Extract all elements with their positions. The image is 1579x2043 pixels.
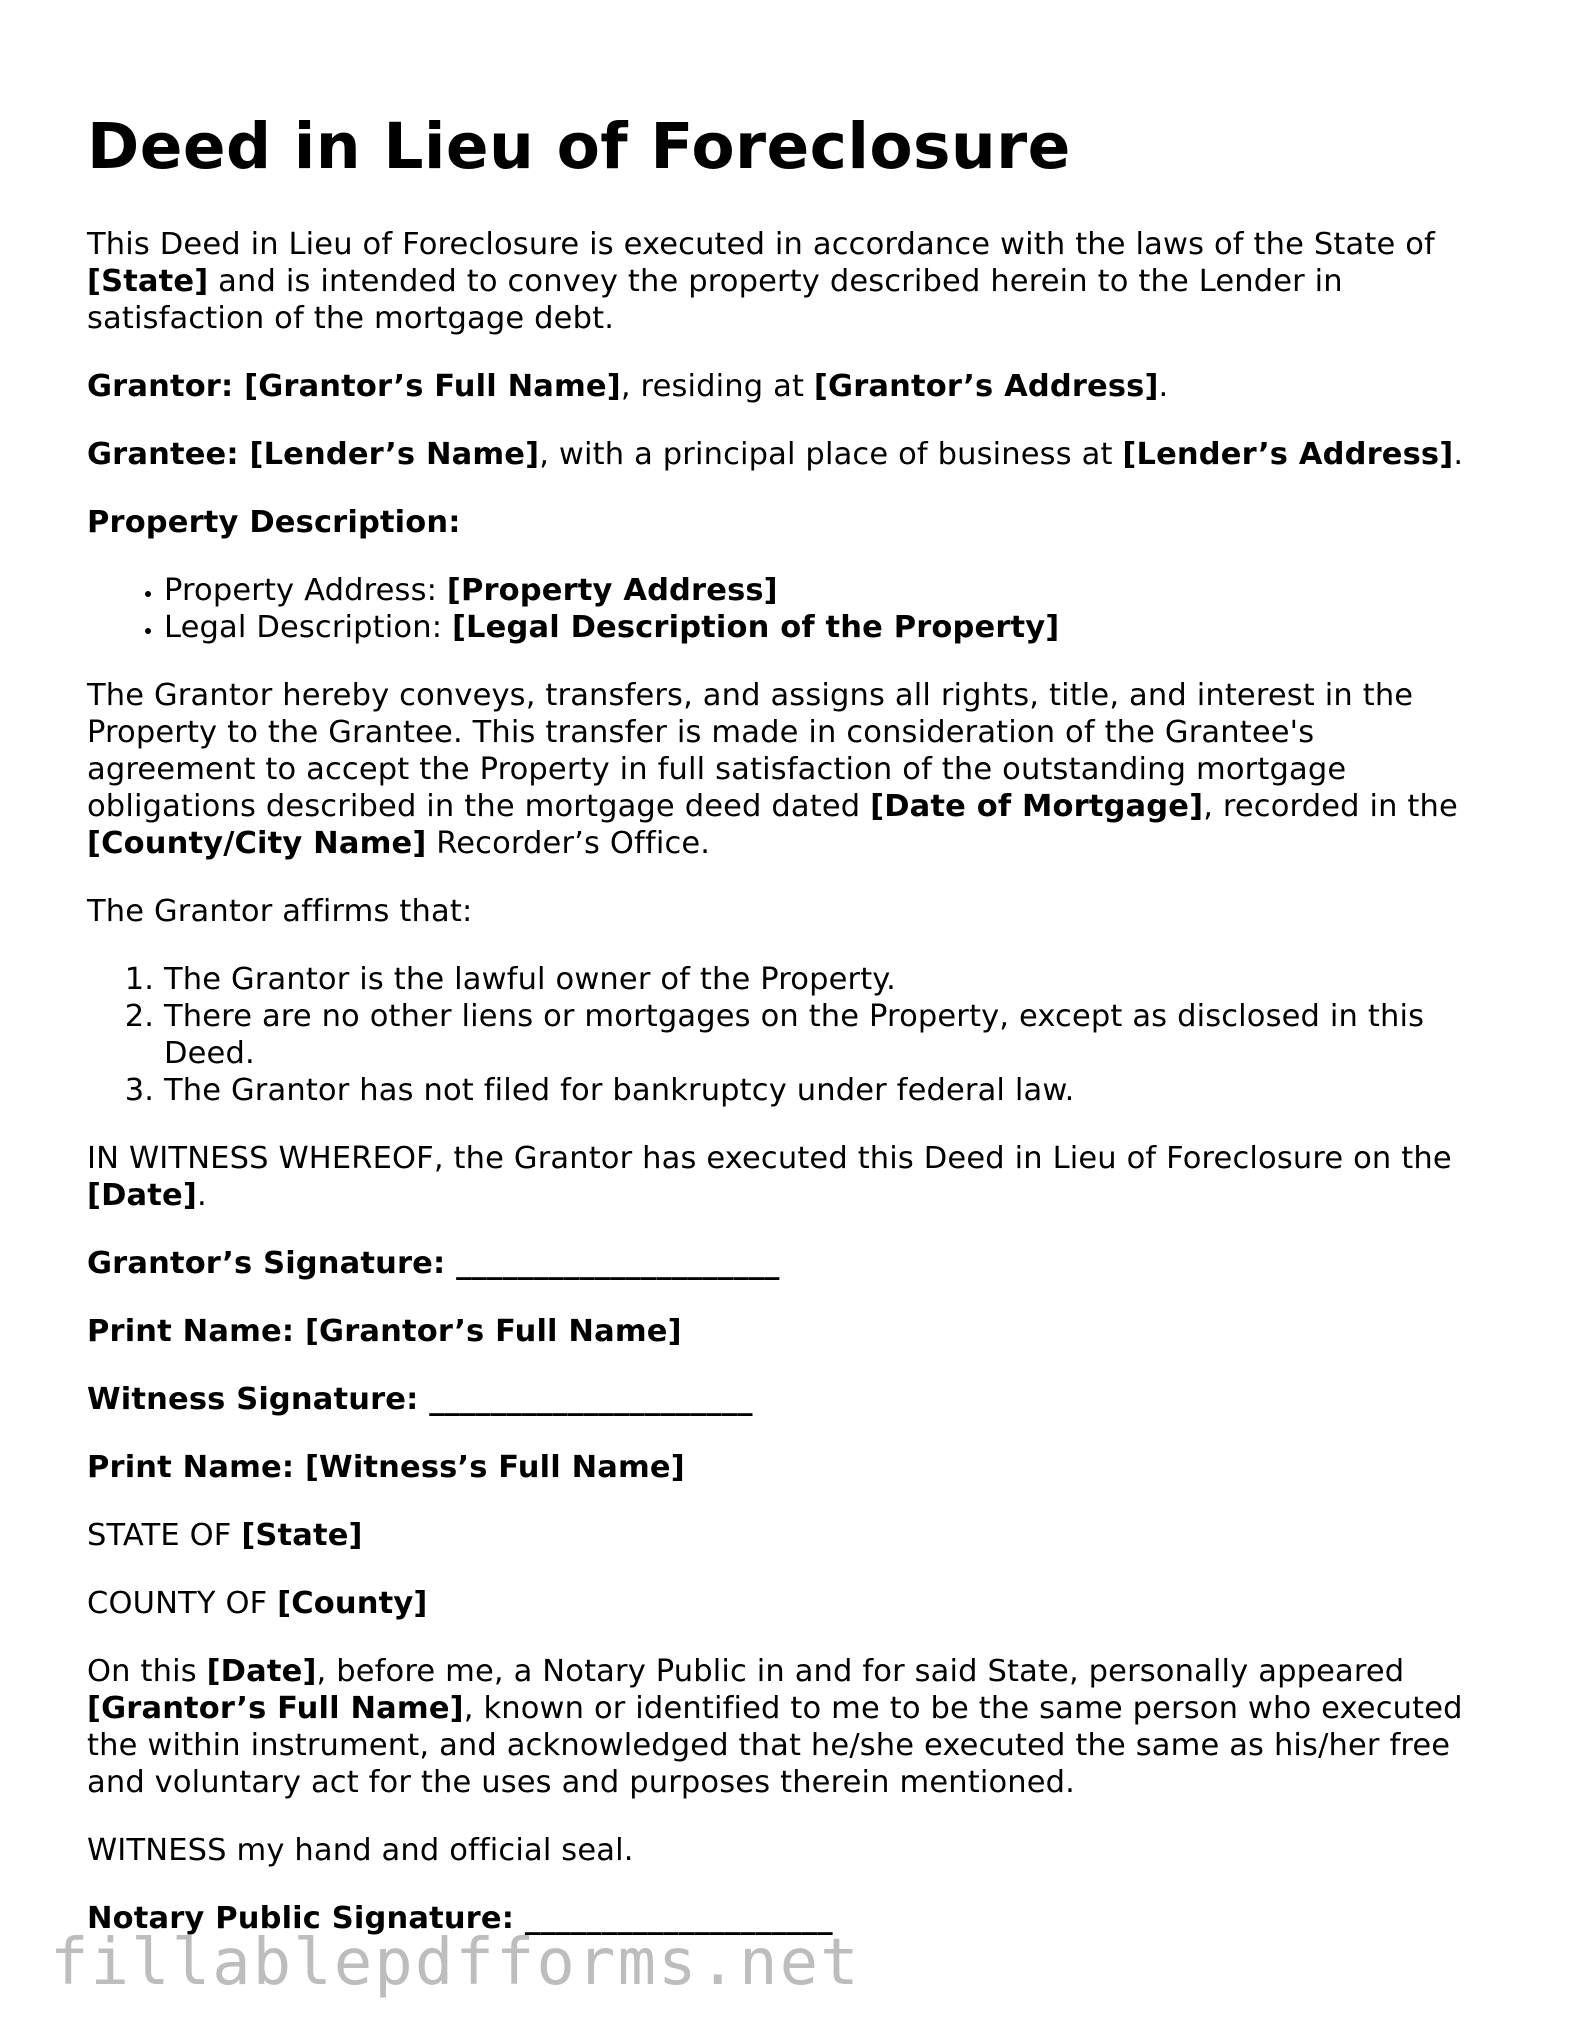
notary-state-label: STATE OF	[87, 1518, 242, 1553]
notary-signature-text: Notary Public Signature: ____________________	[87, 1901, 833, 1936]
notary-state-line	[87, 1517, 1487, 1554]
affirms-intro: The Grantor affirms that:	[87, 894, 473, 929]
grantor-mid-text: , residing at	[620, 369, 814, 404]
legal-description-label: Legal Description:	[164, 610, 452, 645]
ack-date-placeholder: [Date]	[206, 1654, 317, 1689]
legal-description-placeholder: [Legal Description of the Property]	[451, 610, 1060, 645]
list-item: 2. There are no other liens or mortgages on the Property, except as disclosed in this Deed.	[164, 998, 1487, 1072]
conveyance-text-3: Recorder’s Office.	[426, 826, 711, 861]
conveyance-text-2: , recorded in the	[1203, 789, 1458, 824]
list-item: 3. The Grantor has not filed for bankruptcy under federal law.	[164, 1072, 1487, 1109]
witness-clause	[87, 1140, 1487, 1214]
intro-paragraph	[87, 226, 1487, 337]
grantor-line	[87, 368, 1487, 405]
notary-state-placeholder: [State]	[241, 1518, 363, 1553]
property-heading-text: Property Description:	[87, 505, 461, 540]
grantee-end: .	[1453, 437, 1464, 472]
execution-date-placeholder: [Date]	[87, 1178, 197, 1213]
grantor-print-name	[87, 1313, 1487, 1350]
grantor-address-placeholder: [Grantor’s Address]	[813, 369, 1159, 404]
witness-clause-text: IN WITNESS WHEREOF, the Grantor has executed this Deed in Lieu of Foreclosure on the	[87, 1141, 1452, 1176]
grantee-line	[87, 436, 1487, 473]
notary-acknowledgment	[87, 1653, 1487, 1801]
notary-county-placeholder: [County]	[277, 1586, 428, 1621]
grantor-end: .	[1158, 369, 1169, 404]
witness-clause-end: .	[196, 1178, 207, 1213]
grantor-label: Grantor: [Grantor’s Full Name]	[87, 369, 621, 404]
grantor-signature-text: Grantor’s Signature: _____________________	[87, 1246, 780, 1281]
grantee-label: Grantee: [Lender’s Name]	[87, 437, 540, 472]
intro-text-1: This Deed in Lieu of Foreclosure is executed in accordance with the laws of the State of	[87, 227, 1435, 262]
grantee-mid-text: , with a principal place of business at	[539, 437, 1123, 472]
witness-print-name	[87, 1449, 1487, 1486]
property-heading	[87, 504, 1487, 541]
intro-text-2: and is intended to convey the property described herein to the Lender in satisfaction of the mortgage debt.	[87, 264, 1343, 336]
watermark-logo: fillablepdfforms.net	[50, 1926, 861, 2000]
ack-text-2: , before me, a Notary Public in and for said State, personally appeared	[316, 1654, 1405, 1689]
property-address-placeholder: [Property Address]	[446, 573, 778, 608]
ack-text-1: On this	[87, 1654, 207, 1689]
intro-state-placeholder: [State]	[87, 264, 209, 299]
affirms-list	[87, 961, 1487, 1109]
grantee-address-placeholder: [Lender’s Address]	[1122, 437, 1454, 472]
grantor-print-name-text: Print Name: [Grantor’s Full Name]	[87, 1314, 682, 1349]
list-item	[164, 572, 1487, 609]
witness-signature-text: Witness Signature: _____________________	[87, 1382, 753, 1417]
ack-text-3: , known or identified to me to be the same person who executed the within instrument, and acknowledged that he/she executed the same as his/her free and voluntary act for the uses and purposes therein mentioned.	[87, 1691, 1463, 1800]
notary-county-label: COUNTY OF	[87, 1586, 278, 1621]
property-list	[87, 572, 1487, 646]
document-title: Deed in Lieu of Foreclosure	[87, 110, 1071, 183]
property-address-label: Property Address:	[164, 573, 447, 608]
notary-seal-line: WITNESS my hand and official seal.	[87, 1833, 634, 1868]
grantor-signature-line[interactable]	[87, 1245, 1487, 1282]
list-item: 1. The Grantor is the lawful owner of the Property.	[164, 961, 1487, 998]
notary-county-line	[87, 1585, 1487, 1622]
document	[87, 108, 1487, 1968]
ack-name-placeholder: [Grantor’s Full Name]	[87, 1691, 464, 1726]
conveyance-paragraph	[87, 677, 1487, 862]
witness-print-name-text: Print Name: [Witness’s Full Name]	[87, 1450, 685, 1485]
mortgage-date-placeholder: [Date of Mortgage]	[870, 789, 1204, 824]
witness-signature-line[interactable]	[87, 1381, 1487, 1418]
list-item	[164, 609, 1487, 646]
conveyance-text-1: The Grantor hereby conveys, transfers, and assigns all rights, title, and interest in the Property to the Grantee. This transfer is made in consideration of the Grantee's agreement to accept the Property in full satisfaction of the outstanding mortgage obligations described in the mortgage deed dated	[87, 678, 1414, 824]
county-city-placeholder: [County/City Name]	[87, 826, 427, 861]
